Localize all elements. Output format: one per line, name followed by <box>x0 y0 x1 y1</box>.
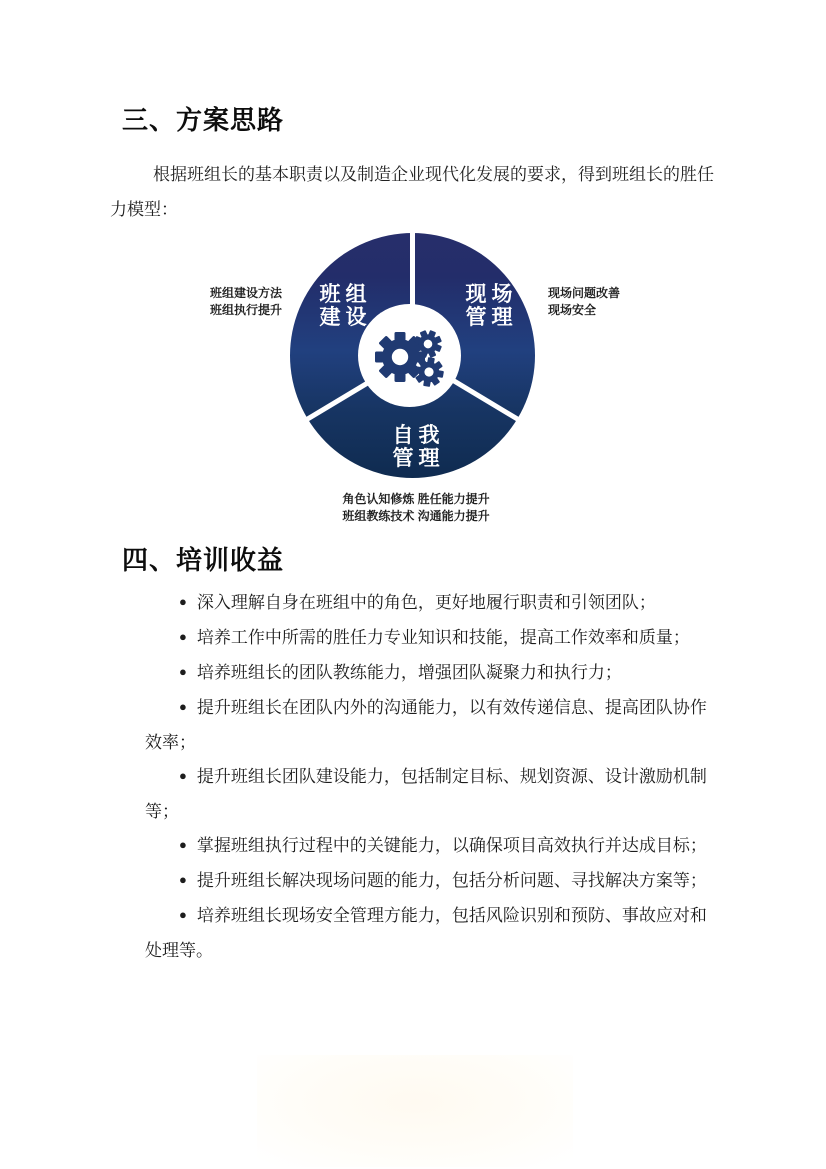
note-line: 班组教练技术 沟通能力提升 <box>342 509 490 523</box>
segment-label-line: 建设 <box>319 306 372 329</box>
segment-label-line: 班组 <box>319 283 372 306</box>
segment-label-self-management <box>371 424 461 470</box>
section-4-heading: 四、培训收益 <box>122 545 285 575</box>
diagram-center-circle <box>358 304 461 407</box>
intro-paragraph: 根据班组长的基本职责以及制造企业现代化发展的要求，得到班组长的胜任力模型： <box>110 165 714 219</box>
segment-label-line: 现场 <box>465 283 518 306</box>
list-item: ● 培养班组长现场安全管理方能力，包括风险识别和预防、事故应对和处理等。 <box>145 899 723 968</box>
note-line: 角色认知修炼 胜任能力提升 <box>342 492 490 506</box>
list-item: ● 培养工作中所需的胜任力专业知识和技能，提高工作效率和质量； <box>145 621 723 656</box>
note-site-management <box>548 285 620 319</box>
gears-icon <box>358 304 461 407</box>
list-item: ● 提升班组长解决现场问题的能力，包括分析问题、寻找解决方案等； <box>145 864 723 899</box>
note-self-management <box>266 491 566 525</box>
list-item: ● 掌握班组执行过程中的关键能力，以确保项目高效执行并达成目标； <box>145 829 723 864</box>
note-team-building <box>210 285 282 319</box>
benefits-list <box>145 586 723 968</box>
segment-label-line: 自我 <box>392 424 445 447</box>
section-3-heading: 三、方案思路 <box>122 105 285 135</box>
segment-label-line: 管理 <box>465 306 518 329</box>
list-item: ● 提升班组长在团队内外的沟通能力，以有效传递信息、提高团队协作效率； <box>145 691 723 760</box>
watermark <box>257 1055 573 1167</box>
note-line: 现场安全 <box>548 303 597 317</box>
note-line: 班组建设方法 <box>210 286 283 300</box>
list-item: ● 培养班组长的团队教练能力，增强团队凝聚力和执行力； <box>145 656 723 691</box>
list-item: ● 深入理解自身在班组中的角色，更好地履行职责和引领团队； <box>145 586 723 621</box>
note-line: 现场问题改善 <box>548 286 621 300</box>
list-item: ● 提升班组长团队建设能力，包括制定目标、规划资源、设计激励机制等； <box>145 760 723 829</box>
note-line: 班组执行提升 <box>210 303 283 317</box>
segment-label-line: 管理 <box>392 447 445 470</box>
